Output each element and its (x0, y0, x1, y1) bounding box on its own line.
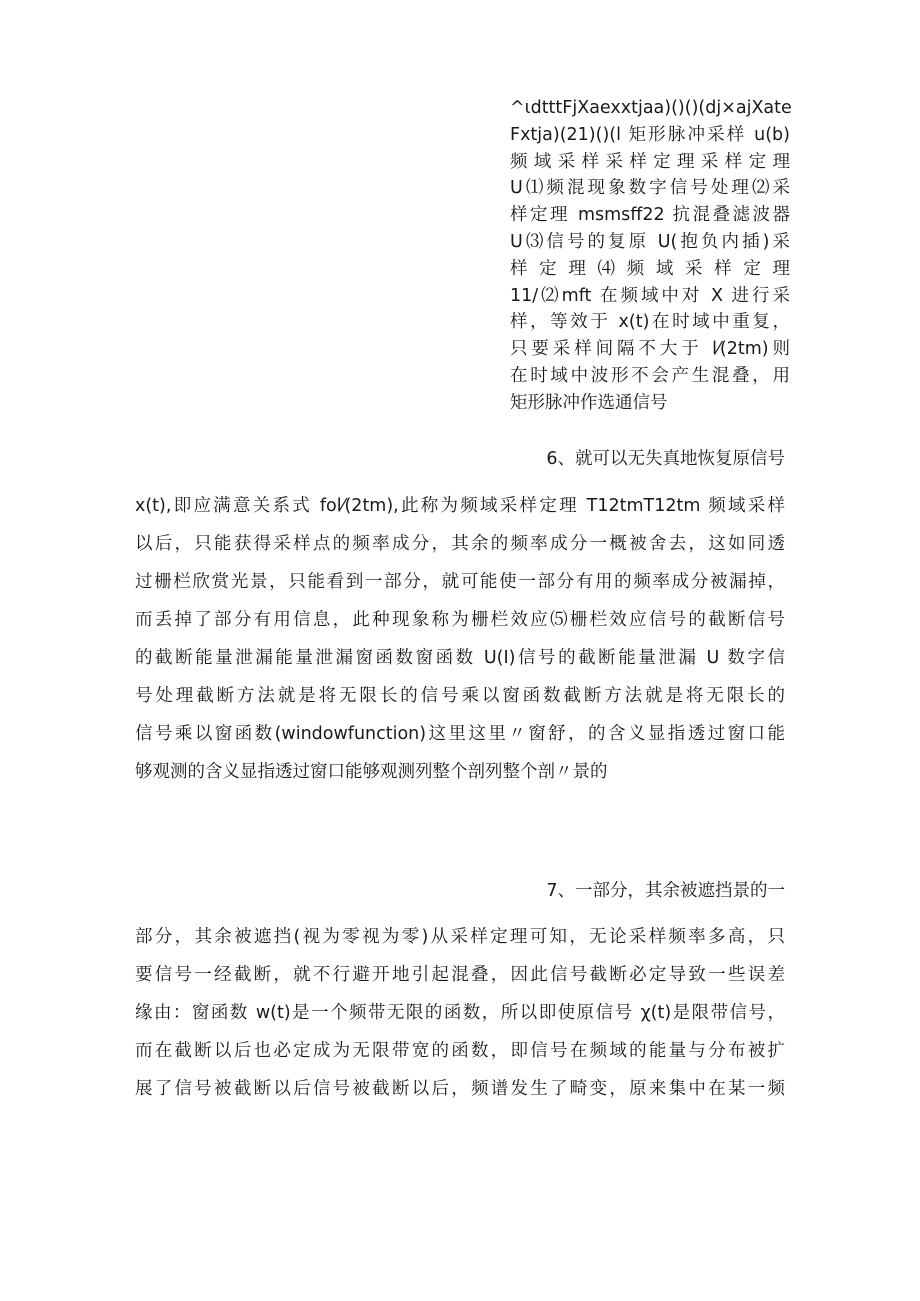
text-line: U⑶信号的复原 U(抱负内插)采 (510, 231, 790, 252)
text-line: 过栅栏欣赏光景，只能看到一部分，就可能使一部分有用的频率成分被漏掉， (135, 572, 785, 592)
text-line: 以后，只能获得采样点的频率成分，其余的频率成分一概被舍去，这如同透 (135, 534, 785, 554)
text-line: Fxtja)(21)()(l 矩形脉冲采样 u(b) (510, 124, 790, 145)
text-line: 部分，其余被遮挡(视为零视为零)从采样定理可知，无论采样频率多高，只 (135, 927, 785, 947)
text-line: 11/⑵mft 在频域中对 X 进行采 (510, 285, 790, 306)
text-line: ^ɩdtttFjXaexxtjaa)()()(dj×ajXate (510, 98, 792, 118)
text-line: 样定理 msmsff22 抗混叠滤波器 (510, 205, 790, 226)
text-line: U⑴频混现象数字信号处理⑵采 (510, 178, 790, 199)
text-line: 频域采样采样定理采样定理 (510, 151, 790, 172)
narrow-column-text (510, 95, 790, 417)
text-line: x(t),即应满意关系式 fol⁄(2tm),此称为频域采样定理 T12tmT12tm 频域采样 (135, 496, 785, 516)
text-line: 样，等效于 x(t)在时域中重复， (510, 312, 790, 333)
text-line: 缘由：窗函数 w(t)是一个频带无限的函数，所以即使原信号 χ(t)是限带信号， (135, 1003, 785, 1023)
text-line: 信号乘以窗函数(windowfunction)这里这里〃窗舒，的含义显指透过窗口能 (135, 724, 785, 744)
text-line: 要信号一经截断，就不行避开地引起混叠，因此信号截断必定导致一些误差 (135, 965, 785, 985)
section-7-paragraph (135, 918, 785, 1108)
text-line: 展了信号被截断以后信号被截断以后，频谱发生了畸变，原来集中在某一频 (135, 1079, 785, 1099)
text-line: 矩形脉冲作选通信号 (510, 392, 668, 413)
text-line: 而丢掉了部分有用信息，此种现象称为栅栏效应⑸栅栏效应信号的截断信号 (135, 610, 785, 630)
section-7-heading: 7、一部分，其余被遮挡景的一 (546, 881, 785, 901)
section-6-heading: 6、就可以无失真地恢复原信号 (546, 449, 785, 469)
text-line: 在时域中波形不会产生混叠，用 (510, 365, 790, 386)
text-line: 样定理⑷频域采样定理 (510, 258, 790, 279)
text-line: 而在截断以后也必定成为无限带宽的函数，即信号在频域的能量与分布被扩 (135, 1041, 785, 1061)
section-6-paragraph (135, 487, 785, 791)
text-line: 号处理截断方法就是将无限长的信号乘以窗函数截断方法就是将无限长的 (135, 686, 785, 706)
text-line: 只要采样间隔不大于 l⁄(2tm)则 (510, 339, 790, 360)
text-line: 够观测的含义显指透过窗口能够观测列整个剖列整个剖〃景的 (135, 762, 608, 782)
text-line: 的截断能量泄漏能量泄漏窗函数窗函数 U(I)信号的截断能量泄漏 U 数字信 (135, 648, 785, 668)
